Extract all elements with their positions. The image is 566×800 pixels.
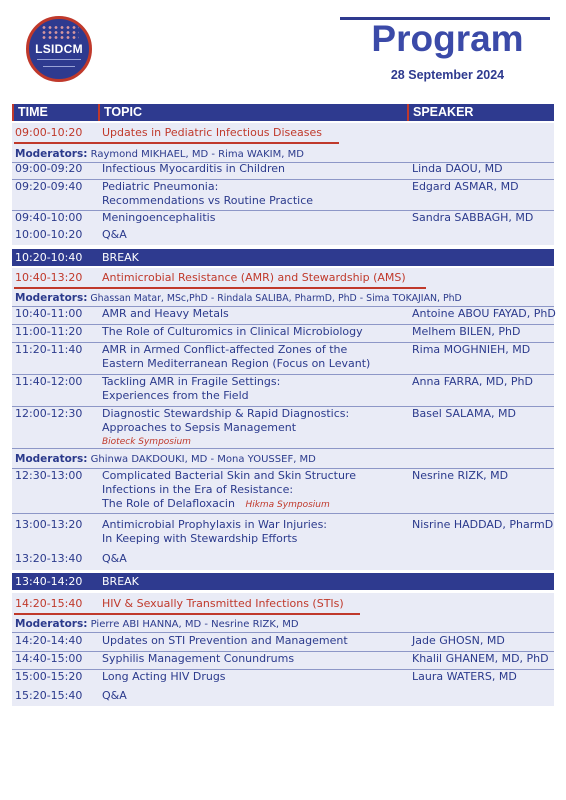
program-date: 28 September 2024: [390, 68, 505, 82]
row-time: 10:40-11:00: [15, 307, 83, 320]
session-amr: [12, 268, 554, 570]
table-row: [12, 343, 554, 375]
break-label: BREAK: [102, 251, 139, 264]
table-row: [12, 652, 554, 670]
row-topic-line1: Antimicrobial Prophylaxis in War Injuries:: [102, 518, 328, 531]
moderators-row: [12, 452, 554, 469]
row-topic: Q&A: [102, 689, 127, 702]
row-speaker: Melhem BILEN, PhD: [412, 325, 521, 338]
col-speaker: SPEAKER: [407, 104, 553, 121]
session-title: HIV & Sexually Transmitted Infections (STIs): [102, 597, 344, 610]
session-underline: [14, 287, 426, 289]
session-underline: [14, 613, 360, 615]
row-topic-line2: Approaches to Sepsis Management: [102, 421, 297, 434]
session-time: 09:00-10:20: [15, 126, 83, 139]
table-row: [12, 518, 554, 549]
row-topic: Infectious Myocarditis in Children: [102, 162, 285, 175]
page-title: Program: [371, 18, 524, 59]
table-row: [12, 211, 554, 227]
table-row: [12, 469, 554, 514]
row-speaker: Nisrine HADDAD, PharmD: [412, 518, 554, 531]
row-topic: The Role of Culturomics in Clinical Microbiology: [102, 325, 363, 338]
session-time: 14:20-15:40: [15, 597, 83, 610]
table-row: [12, 552, 554, 568]
session-title: Updates in Pediatric Infectious Diseases: [102, 126, 323, 139]
col-time: TIME: [12, 104, 98, 121]
row-topic-line2: Infections in the Era of Resistance:: [102, 483, 294, 496]
table-row: [12, 634, 554, 652]
row-time: 14:20-14:40: [15, 634, 83, 647]
sponsor-label: Bioteck Symposium: [102, 437, 191, 447]
moderators-row: [12, 617, 554, 633]
row-time: 11:20-11:40: [15, 343, 83, 356]
row-time: 15:20-15:40: [15, 689, 83, 702]
row-time: 12:30-13:00: [15, 469, 83, 482]
logo-dots-icon: [41, 25, 79, 41]
row-topic-line1: Tackling AMR in Fragile Settings:: [102, 375, 281, 388]
row-speaker: Linda DAOU, MD: [412, 162, 503, 175]
row-time: 15:00-15:20: [15, 670, 83, 683]
moderators-row: [12, 147, 554, 163]
session-time: 10:40-13:20: [15, 271, 83, 284]
logo-rule: [37, 59, 81, 63]
session-header: [12, 270, 554, 290]
row-speaker: Nesrine RIZK, MD: [412, 469, 509, 482]
session-hiv-sti: [12, 593, 554, 706]
session-title: Antimicrobial Resistance (AMR) and Stewardship (AMS): [102, 271, 406, 284]
row-topic-line1: AMR in Armed Conflict-affected Zones of the: [102, 343, 348, 356]
row-speaker: Laura WATERS, MD: [412, 670, 517, 683]
moderators-text: Moderators: Pierre ABI HANNA, MD - Nesrine RIZK, MD: [15, 618, 299, 630]
row-time: 09:00-09:20: [15, 162, 83, 175]
sponsor-label: Hikma Symposium: [245, 500, 330, 510]
row-time: 09:20-09:40: [15, 180, 83, 193]
table-row: [12, 689, 554, 705]
row-topic: Long Acting HIV Drugs: [102, 670, 226, 683]
row-speaker: Sandra SABBAGH, MD: [412, 211, 534, 224]
break-bar: [12, 573, 554, 590]
row-speaker: Antoine ABOU FAYAD, PhD: [412, 307, 556, 320]
session-header: [12, 596, 554, 616]
row-speaker: Khalil GHANEM, MD, PhD: [412, 652, 549, 665]
row-speaker: Anna FARRA, MD, PhD: [412, 375, 533, 388]
session-pediatric: [12, 123, 554, 245]
table-row: [12, 307, 554, 325]
row-time: 11:00-11:20: [15, 325, 83, 338]
row-speaker: Rima MOGHNIEH, MD: [412, 343, 531, 356]
row-topic: Syphilis Management Conundrums: [102, 652, 295, 665]
table-header: [12, 104, 554, 121]
row-time: 13:20-13:40: [15, 552, 83, 565]
row-topic-line2: In Keeping with Stewardship Efforts: [102, 532, 298, 545]
row-time: 14:40-15:00: [15, 652, 83, 665]
row-topic-line3: The Role of Delafloxacin Hikma Symposium: [102, 497, 330, 510]
row-topic-line2: Eastern Mediterranean Region (Focus on Levant): [102, 357, 371, 370]
logo-rule: [43, 66, 75, 69]
table-row: [12, 407, 554, 449]
row-topic-line1: Complicated Bacterial Skin and Skin Structure: [102, 469, 356, 482]
table-row: [12, 325, 554, 343]
table-row: [12, 670, 554, 687]
row-topic: Meningoencephalitis: [102, 211, 216, 224]
break-time: 10:20-10:40: [15, 251, 83, 264]
row-topic-line1: Diagnostic Stewardship & Rapid Diagnostics:: [102, 407, 350, 420]
row-time: 09:40-10:00: [15, 211, 83, 224]
row-topic: Q&A: [102, 228, 127, 241]
table-row: [12, 180, 554, 211]
break-label: BREAK: [102, 575, 139, 588]
table-row: [12, 375, 554, 407]
row-speaker: Basel SALAMA, MD: [412, 407, 516, 420]
row-topic-line2: Experiences from the Field: [102, 389, 249, 402]
session-underline: [14, 142, 339, 144]
break-time: 13:40-14:20: [15, 575, 83, 588]
col-topic: TOPIC: [98, 104, 404, 121]
lsidcm-logo: [26, 16, 92, 82]
row-time: 11:40-12:00: [15, 375, 83, 388]
moderators-text: Moderators: Raymond MIKHAEL, MD - Rima WAKIM, MD: [15, 148, 304, 160]
moderators-row: [12, 291, 554, 307]
session-header: [12, 125, 554, 145]
break-bar: [12, 249, 554, 266]
row-topic-line2: Recommendations vs Routine Practice: [102, 194, 314, 207]
moderators-text: Moderators: Ghinwa DAKDOUKI, MD - Mona YOUSSEF, MD: [15, 453, 316, 465]
row-time: 12:00-12:30: [15, 407, 83, 420]
row-topic: Updates on STI Prevention and Management: [102, 634, 348, 647]
row-speaker: Jade GHOSN, MD: [412, 634, 505, 647]
row-topic-line1: Pediatric Pneumonia:: [102, 180, 219, 193]
logo-text: LSIDCM: [35, 42, 83, 56]
row-topic: AMR and Heavy Metals: [102, 307, 229, 320]
row-speaker: Edgard ASMAR, MD: [412, 180, 519, 193]
table-row: [12, 162, 554, 180]
table-row: [12, 228, 554, 244]
row-time: 10:00-10:20: [15, 228, 83, 241]
moderators-text: Moderators: Ghassan Matar, MSc,PhD - Rindala SALIBA, PharmD, PhD - Sima TOKAJIAN, PhD: [15, 292, 462, 304]
row-time: 13:00-13:20: [15, 518, 83, 531]
row-topic: Q&A: [102, 552, 127, 565]
